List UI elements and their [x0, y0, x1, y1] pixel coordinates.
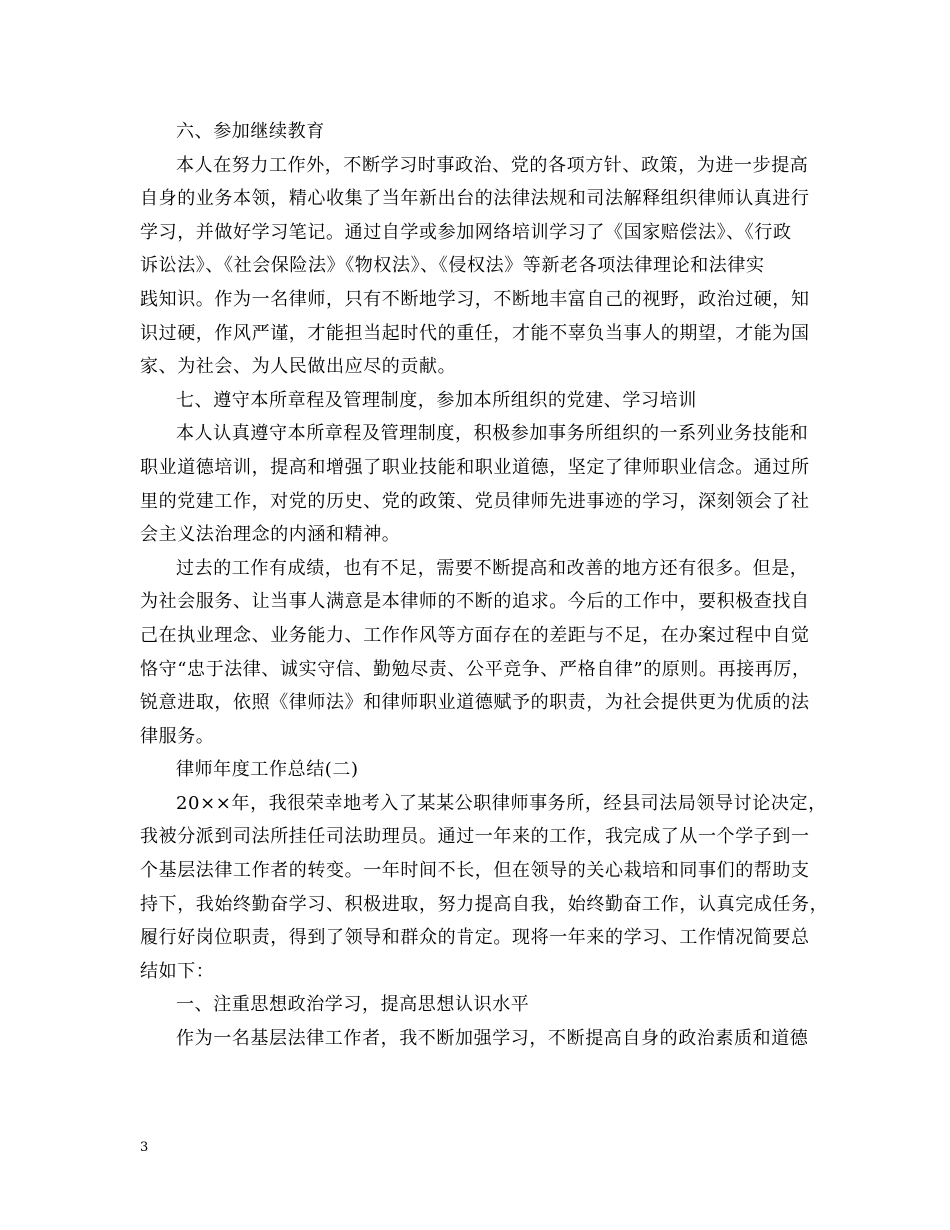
text-line: 家、为社会、为人民做出应尽的贡献。: [140, 356, 457, 378]
text-line: 会主义法治理念的内涵和精神。: [140, 524, 401, 546]
text-line: 恪守“忠于法律、诚实守信、勤勉尽责、公平竞争、严格自律”的原则。再接再厉，: [140, 658, 811, 680]
text-line: 我被分派到司法所挂任司法助理员。通过一年来的工作，我完成了从一个学子到一: [140, 826, 810, 848]
text-line: 诉讼法》、《社会保险法》《物权法》、《侵权法》等新老各项法律理论和法律实: [140, 255, 765, 277]
text-line: 学习，并做好学习笔记。通过自学或参加网络培训学习了《国家赔偿法》、《行政: [140, 221, 792, 243]
text-line: 履行好岗位职责，得到了领导和群众的肯定。现将一年来的学习、工作情况简要总: [140, 927, 810, 949]
text-line: 职业道德培训，提高和增强了职业技能和职业道德，坚定了律师职业信念。通过所: [140, 456, 810, 478]
text-line: 识过硬，作风严谨，才能担当起时代的重任，才能不辜负当事人的期望，才能为国: [140, 322, 810, 344]
text-line: 践知识。作为一名律师，只有不断地学习，不断地丰富自己的视野，政治过硬，知: [140, 288, 810, 310]
text-line: 为社会服务、让当事人满意是本律师的不断的追求。今后的工作中，要积极查找自: [140, 591, 810, 613]
text-line: 20××年，我很荣幸地考入了某某公职律师事务所，经县司法局领导讨论决定，: [176, 792, 827, 814]
text-line: 己在执业理念、业务能力、工作作风等方面存在的差距与不足，在办案过程中自觉: [140, 624, 810, 646]
text-line: 律师年度工作总结(二): [176, 759, 359, 781]
text-line: 锐意进取，依照《律师法》和律师职业道德赋予的职责，为社会提供更为优质的法: [140, 692, 810, 714]
document-body: [140, 115, 830, 1056]
text-line: 里的党建工作，对党的历史、党的政策、党员律师先进事迹的学习，深刻领会了社: [140, 490, 810, 512]
page-number: 3: [140, 1140, 149, 1155]
text-line: 作为一名基层法律工作者，我不断加强学习，不断提高自身的政治素质和道德: [176, 1028, 809, 1050]
text-line: 一、注重思想政治学习，提高思想认识水平: [176, 994, 530, 1016]
text-line: 七、遵守本所章程及管理制度，参加本所组织的党建、学习培训: [176, 389, 697, 411]
text-line: 本人认真遵守本所章程及管理制度，积极参加事务所组织的一系列业务技能和: [176, 423, 809, 445]
text-line: 持下，我始终勤奋学习、积极进取，努力提高自我，始终勤奋工作，认真完成任务，: [140, 893, 829, 915]
text-line: 结如下：: [140, 960, 215, 982]
text-line: 本人在努力工作外，不断学习时事政治、党的各项方针、政策，为进一步提高: [176, 154, 809, 176]
text-line: 六、参加继续教育: [176, 121, 325, 142]
text-line: 律服务。: [140, 725, 215, 747]
text-line: 过去的工作有成绩，也有不足，需要不断提高和改善的地方还有很多。但是，: [176, 557, 809, 579]
text-line: 自身的业务本领，精心收集了当年新出台的法律法规和司法解释组织律师认真进行: [140, 188, 810, 210]
text-line: 个基层法律工作者的转变。一年时间不长，但在领导的关心栽培和同事们的帮助支: [140, 860, 810, 882]
